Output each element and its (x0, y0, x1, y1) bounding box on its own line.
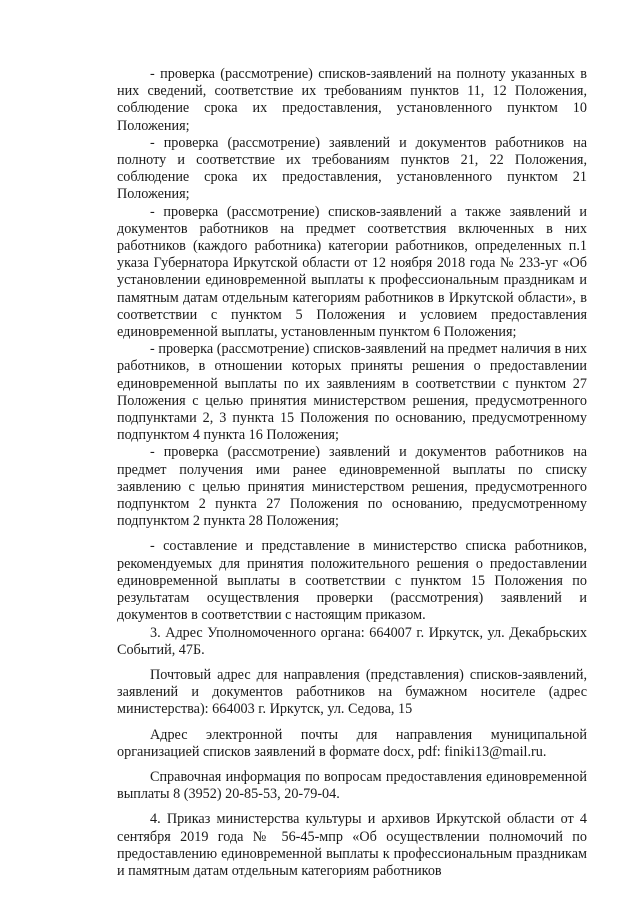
paragraph-check-lists-completeness: - проверка (рассмотрение) списков-заявлений на полноту указанных в них сведений, соответствие их требованиям пунктов 11, 12 Положения, соблюдение срока их предоставления, установленного пунктом 10 Положения; (117, 66, 587, 134)
paragraph-authority-address: 3. Адрес Уполномоченного органа: 664007 г. Иркутск, ул. Декабрьских Событий, 47Б. (117, 624, 587, 658)
paragraph-postal-address: Почтовый адрес для направления (представления) списков-заявлений, заявлений и документов работников на бумажном носителе (адрес министерства): 664003 г. Иркутск, ул. Седова, 15 (117, 666, 587, 718)
paragraph-order-reference: 4. Приказ министерства культуры и архивов Иркутской области от 4 сентября 2019 года № 56-45-мпр «Об осуществлении полномочий по предоставлению единовременной выплаты к профессиональным праздникам и памятным датам отдельным категориям работников (117, 811, 587, 879)
paragraph-check-prior-payments: - проверка (рассмотрение) заявлений и документов работников на предмет получения ими ранее единовременной выплаты по списку заявлению с целью принятия министерством решения, предусмотренного подпунктом 2 пункта 27 Положения по основанию, предусмотренному подпунктом 2 пункта 28 Положения; (117, 444, 587, 530)
paragraph-email-address: Адрес электронной почты для направления муниципальной организацией списков заявлений в формате docx, pdf: finiki13@mail.ru. (117, 726, 587, 760)
paragraph-check-prior-decisions: - проверка (рассмотрение) списков-заявлений на предмет наличия в них работников, в отношении которых приняты решения о предоставлении единовременной выплаты по их заявлениям в соответствии с пунктом 27 Положения с целью принятия министерством решения, предусмотренного подпунктами 2, 3 пункта 15 Положения по основанию, предусмотренному подпунктом 4 пункта 16 Положения; (117, 341, 587, 444)
paragraph-check-worker-category: - проверка (рассмотрение) списков-заявлений а также заявлений и документов работников на предмет соответствия включенных в них работников (каждого работника) категории работников, определенных п.1 указа Губернатора Иркутской области от 12 ноября 2018 года № 233-уг «Об установлении единовременной выплаты к профессиональным праздникам и памятным датам отдельным категориям работников в Иркутской области», в соответствии с пунктом 5 Положения и условием предоставления единовременной выплаты, установленным пунктом 6 Положения; (117, 203, 587, 341)
paragraph-compile-worker-list: - составление и представление в министерство списка работников, рекомендуемых для принятия положительного решения о предоставлении единовременной выплаты в соответствии с пунктом 15 Положения по результатам осуществления проверки (рассмотрения) заявлений и документов в соответствии с настоящим приказом. (117, 538, 587, 624)
paragraph-check-applications-completeness: - проверка (рассмотрение) заявлений и документов работников на полноту и соответствие их требованиям пунктов 21, 22 Положения, соблюдение срока их предоставления, установленного пунктом 21 Положения; (117, 134, 587, 203)
paragraph-reference-phones: Справочная информация по вопросам предоставления единовременной выплаты 8 (3952) 20-85-53, 20-79-04. (117, 768, 587, 803)
document-body (117, 66, 587, 880)
